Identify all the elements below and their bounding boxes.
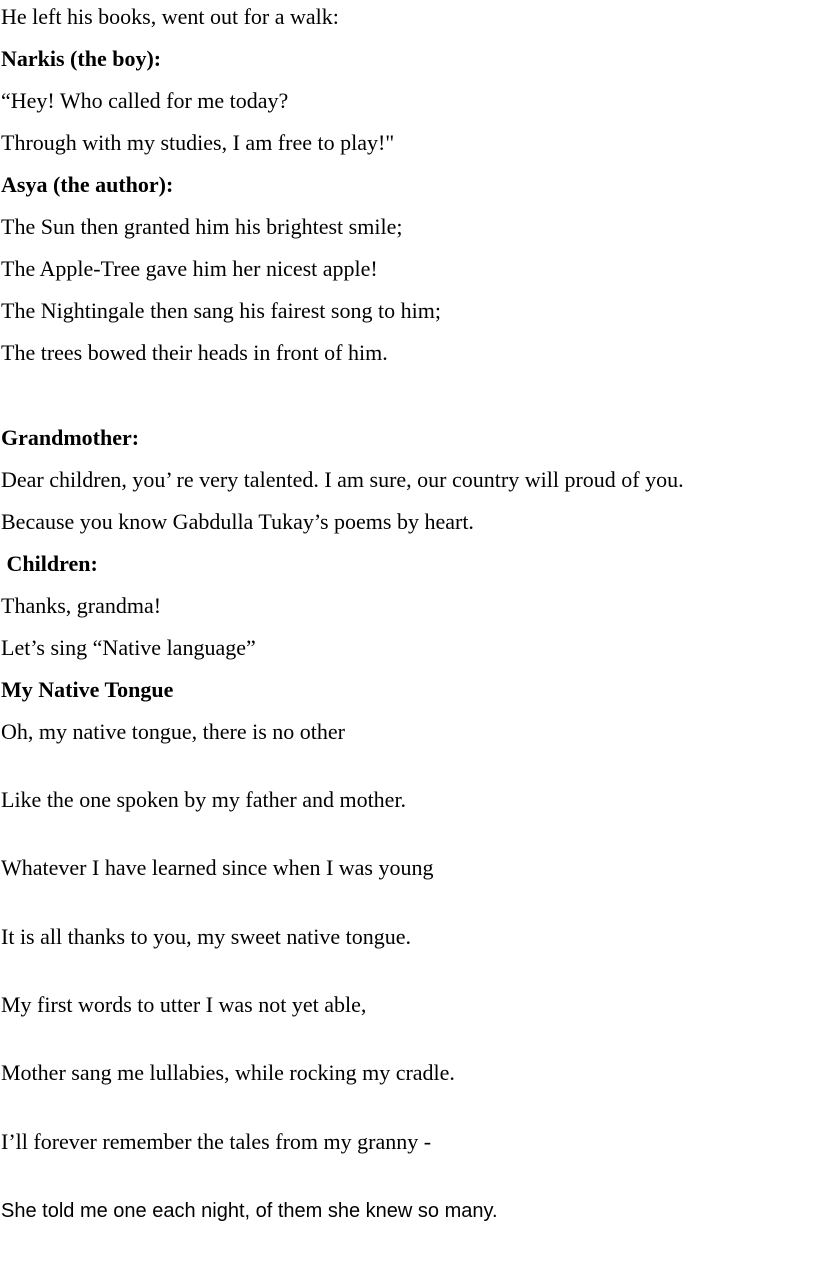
children-line-1: Thanks, grandma! bbox=[1, 593, 162, 618]
song-line-1: Oh, my native tongue, there is no other bbox=[1, 719, 345, 744]
song-title: My Native Tongue bbox=[1, 677, 174, 702]
song-line-5: My first words to utter I was not yet able, bbox=[1, 992, 367, 1017]
asya-line-3: The Nightingale then sang his fairest song to him; bbox=[1, 298, 441, 323]
song-line-3: Whatever I have learned since when I was young bbox=[1, 855, 434, 880]
grandmother-line-1: Dear children, you’ re very talented. I am sure, our country will proud of you. bbox=[1, 467, 684, 492]
speaker-narkis: Narkis (the boy): bbox=[1, 46, 162, 71]
asya-line-4: The trees bowed their heads in front of him. bbox=[1, 340, 388, 365]
asya-line-2: The Apple-Tree gave him her nicest apple! bbox=[1, 256, 378, 281]
speaker-children: Children: bbox=[1, 551, 98, 576]
song-line-8: She told me one each night, of them she knew so many. bbox=[1, 1200, 498, 1222]
asya-line-1: The Sun then granted him his brightest smile; bbox=[1, 214, 403, 239]
speaker-grandmother: Grandmother: bbox=[1, 425, 140, 450]
song-line-4: It is all thanks to you, my sweet native tongue. bbox=[1, 924, 411, 949]
children-line-2: Let’s sing “Native language” bbox=[1, 635, 256, 660]
narkis-line-1: “Hey! Who called for me today? bbox=[1, 88, 289, 113]
song-line-7: I’ll forever remember the tales from my granny - bbox=[1, 1129, 432, 1154]
song-line-2: Like the one spoken by my father and mother. bbox=[1, 787, 407, 812]
intro-line: He left his books, went out for a walk: bbox=[1, 4, 339, 29]
speaker-asya: Asya (the author): bbox=[1, 172, 174, 197]
song-line-6: Mother sang me lullabies, while rocking my cradle. bbox=[1, 1060, 455, 1085]
narkis-line-2: Through with my studies, I am free to play!" bbox=[1, 130, 395, 155]
grandmother-line-2: Because you know Gabdulla Tukay’s poems by heart. bbox=[1, 509, 474, 534]
